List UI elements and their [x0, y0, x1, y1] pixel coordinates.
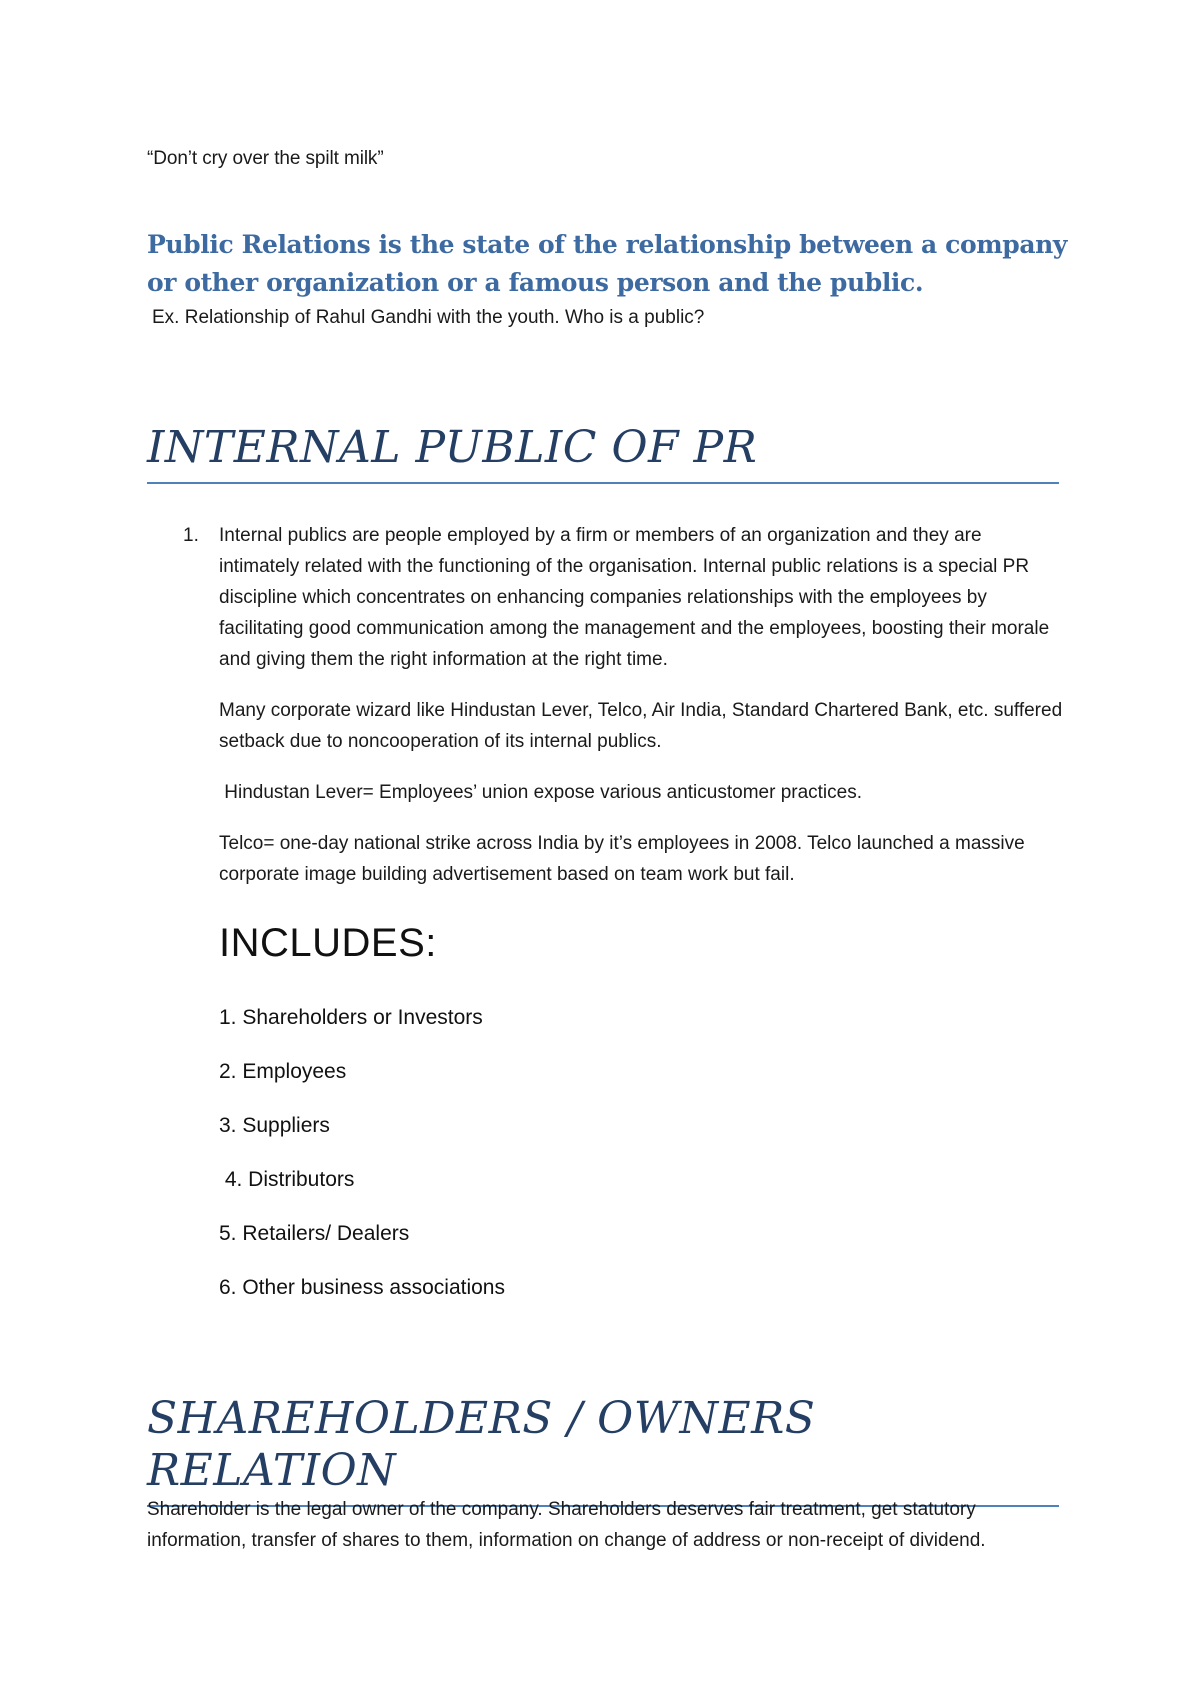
telco-paragraph: Telco= one-day national strike across India by it’s employees in 2008. Telco launched a massive corporate image building advertisement based on team work but fail.: [219, 833, 1025, 885]
pr-definition: Public Relations is the state of the relationship between a company or other organization or a famous person and the public.: [147, 230, 1068, 297]
includes-item: 1. Shareholders or Investors: [219, 1006, 483, 1029]
includes-item: 5. Retailers/ Dealers: [219, 1222, 410, 1245]
list-number: 1.: [183, 525, 199, 546]
internal-list: [183, 520, 1063, 910]
includes-item: 6. Other business associations: [219, 1276, 505, 1299]
includes-item: 3. Suppliers: [219, 1114, 330, 1137]
hindustan-paragraph: Hindustan Lever= Employees’ union expose various anticustomer practices.: [219, 782, 862, 803]
corporate-paragraph: Many corporate wizard like Hindustan Lever, Telco, Air India, Standard Chartered Bank, etc. suffered setback due to noncooperation of its internal publics.: [219, 700, 1063, 752]
shareholders-heading: SHAREHOLDERS / OWNERS RELATION: [147, 1393, 1059, 1507]
quote-line: “Don’t cry over the spilt milk”: [147, 148, 384, 169]
includes-item: 4. Distributors: [219, 1168, 355, 1191]
shareholders-paragraph: Shareholder is the legal owner of the company. Shareholders deserves fair treatment, get statutory information, transfer of shares to them, information on change of address or non-receipt of dividend.: [147, 1499, 986, 1551]
pr-example: Ex. Relationship of Rahul Gandhi with the youth. Who is a public?: [152, 307, 705, 328]
includes-heading: INCLUDES:: [219, 921, 437, 965]
includes-item: 2. Employees: [219, 1060, 347, 1083]
internal-paragraph: Internal publics are people employed by a firm or members of an organization and they are intimately related with the functioning of the organisation. Internal public relations is a special PR discipline which concentrates on enhancing companies relationships with the employees by facilitating good communication among the management and the employees, boosting their morale and giving them the right information at the right time.: [219, 525, 1050, 670]
internal-public-heading: INTERNAL PUBLIC OF PR: [147, 422, 1059, 484]
